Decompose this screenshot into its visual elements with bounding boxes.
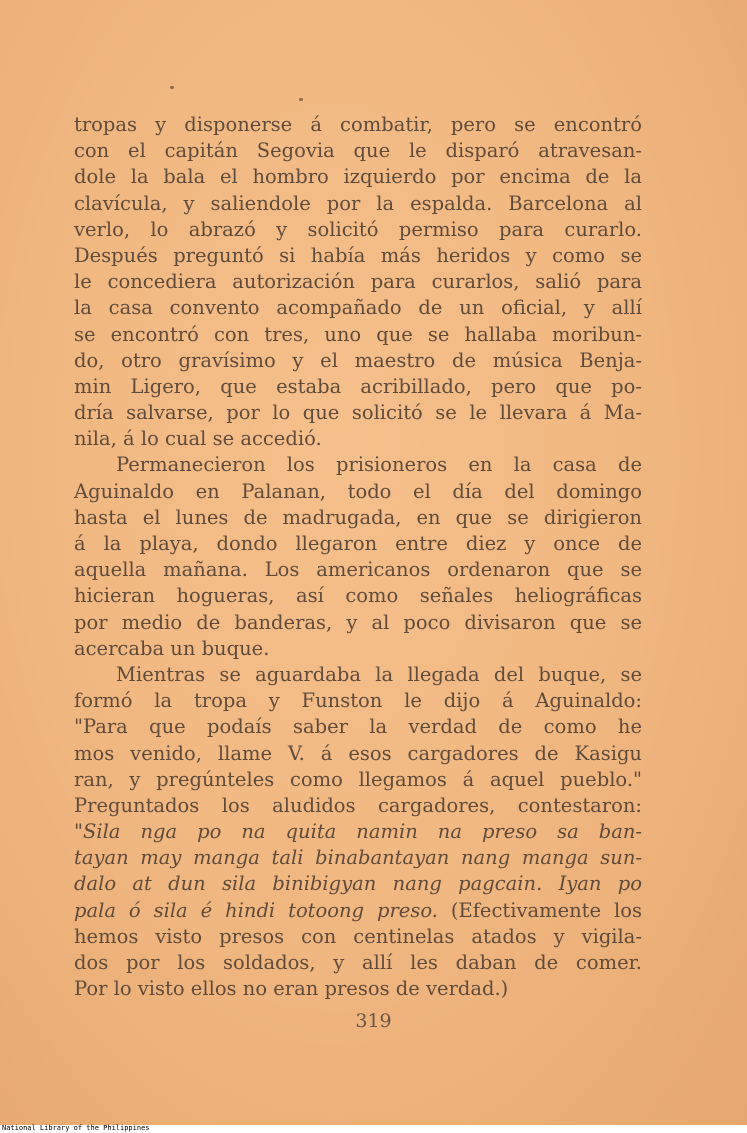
text-line: hemos visto presos con centinelas atados y vigila- bbox=[74, 924, 642, 948]
italic-text-line: tayan may manga tali binabantayan nang manga sun- bbox=[74, 846, 642, 870]
mixed-text-line bbox=[74, 898, 642, 924]
text-line: ran, y pregúnteles como llegamos á aquel pueblo." bbox=[74, 767, 642, 791]
text-line: le concediera autorización para curarlos, salió para bbox=[74, 270, 642, 294]
italic-fragment: pala ó sila é hindi totoong preso. bbox=[74, 898, 438, 922]
library-credit: National Library of the Philippines bbox=[2, 1124, 150, 1132]
italic-text-line: "Sila nga po na quita namin na preso sa ban- bbox=[74, 820, 642, 844]
text-line: clavícula, y saliendole por la espalda. Barcelona al bbox=[74, 191, 642, 215]
text-line: Por lo visto ellos no eran presos de verdad.) bbox=[74, 977, 509, 1001]
text-line: la casa convento acompañado de un oficial, y allí bbox=[74, 296, 642, 320]
text-line: hasta el lunes de madrugada, en que se dirigieron bbox=[74, 505, 642, 529]
text-line: dos por los soldados, y allí les daban de comer. bbox=[74, 951, 642, 974]
text-line: "Para que podaís saber la verdad de como he bbox=[74, 715, 642, 739]
body-text bbox=[74, 112, 642, 1002]
text-line: se encontró con tres, uno que se hallaba moribun- bbox=[74, 322, 642, 346]
text-line: á la playa, dondo llegaron entre diez y once de bbox=[74, 532, 642, 555]
page-number: 319 bbox=[355, 1010, 392, 1032]
text-line: do, otro gravísimo y el maestro de música Benja- bbox=[74, 348, 642, 372]
roman-fragment: (Efectivamente los bbox=[437, 898, 642, 922]
text-line: dría salvarse, por lo que solicitó se le llevara á Ma- bbox=[74, 401, 642, 425]
italic-text-line: dalo at dun sila binibigyan nang pagcain. Iyan po bbox=[74, 872, 642, 896]
text-line: por medio de banderas, y al poco divisaron que se bbox=[74, 610, 642, 634]
paper-speck bbox=[170, 86, 174, 89]
text-line: dole la bala el hombro izquierdo por encima de la bbox=[74, 165, 642, 189]
paragraph-1 bbox=[74, 112, 642, 452]
text-line: Aguinaldo en Palanan, todo el día del domingo bbox=[74, 479, 642, 503]
text-line: min Ligero, que estaba acribillado, pero que po- bbox=[74, 374, 642, 398]
text-line: con el capitán Segovia que le disparó atravesan- bbox=[74, 139, 642, 163]
text-line: Mientras se aguardaba la llegada del buque, se bbox=[116, 662, 642, 686]
text-line: Permanecieron los prisioneros en la casa de bbox=[116, 453, 642, 477]
paper-speck bbox=[299, 98, 303, 101]
text-line: verlo, lo abrazó y solicitó permiso para curarlo. bbox=[74, 217, 642, 241]
text-line: aquella mañana. Los americanos ordenaron que se bbox=[74, 558, 642, 582]
text-line: acercaba un buque. bbox=[74, 636, 270, 660]
text-line: Después preguntó si había más heridos y como se bbox=[74, 243, 642, 267]
paragraph-3 bbox=[74, 662, 642, 1002]
text-line: mos venido, llame V. á esos cargadores de Kasigu bbox=[74, 741, 642, 765]
text-line: tropas y disponerse á combatir, pero se encontró bbox=[74, 113, 642, 136]
paragraph-2 bbox=[74, 452, 642, 662]
text-line: hicieran hogueras, así como señales heliográficas bbox=[74, 584, 642, 608]
text-line: formó la tropa y Funston le dijo á Aguinaldo: bbox=[74, 689, 642, 713]
text-line: nila, á lo cual se accedió. bbox=[74, 427, 322, 451]
text-line: Preguntados los aludidos cargadores, contestaron: bbox=[74, 793, 642, 817]
